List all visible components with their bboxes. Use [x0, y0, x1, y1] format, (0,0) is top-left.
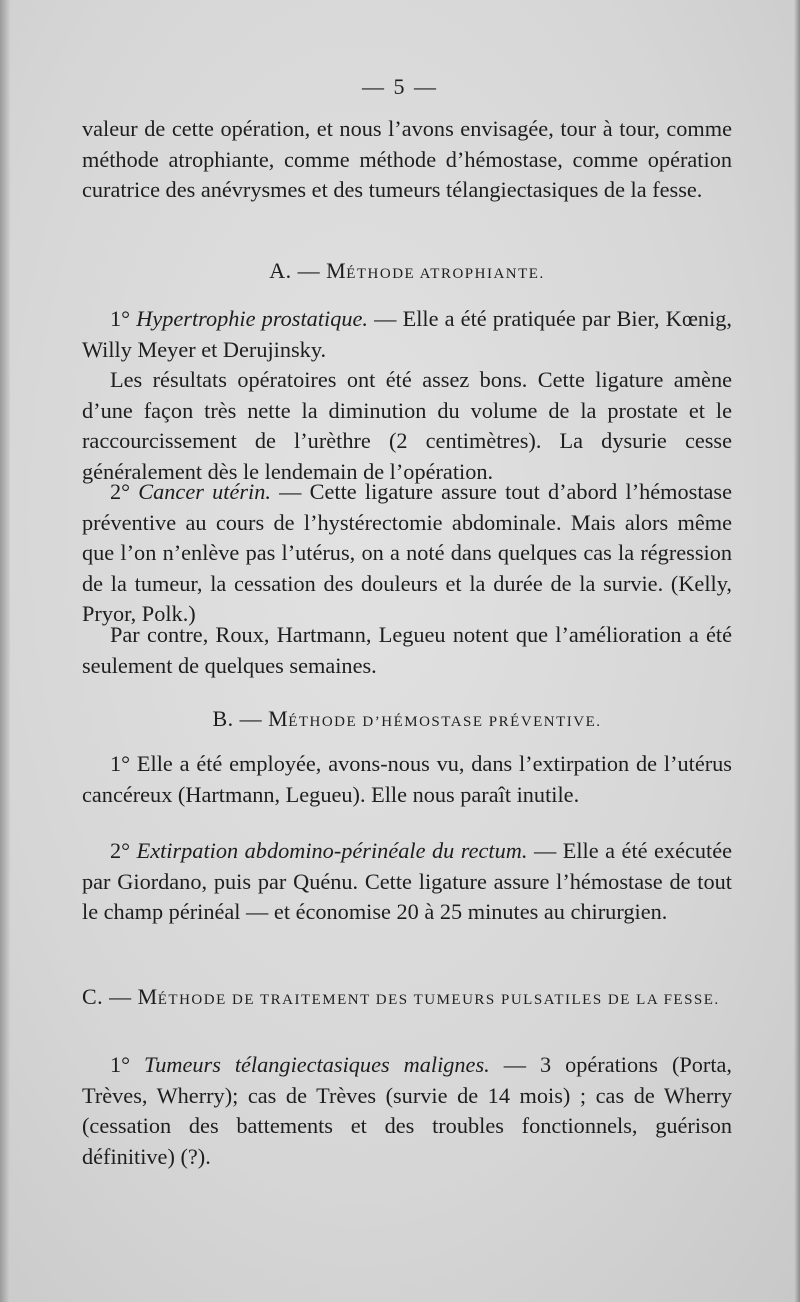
a2-text: — Cette ligature assure tout d’abord l’hémostase préventive au cours de l’hystérectomie abdominale. Mais alors même que l’on n’enlève pas l’utérus, on a noté dans quelques cas la régression de la tumeur, la cessation des douleurs et la durée de la survie. (Kelly, Pryor, Polk.): [82, 479, 732, 627]
section-heading-c: [82, 982, 732, 1015]
b2-number: 2°: [110, 838, 137, 863]
c1-italic-title: Tumeurs télangiectasiques malignes.: [144, 1052, 490, 1077]
page-shadow-right: [794, 0, 800, 1302]
a2-number: 2°: [110, 479, 139, 504]
paragraph-a1-results: Les résultats opératoires ont été assez bons. Cette ligature amène d’une façon très nette la diminution du volume de la prostate et le raccourcissement de l’urèthre (2 centimètres). La dysurie cesse généralement dès le lendemain de l’opération.: [82, 367, 732, 484]
paragraph-b1: 1° Elle a été employée, avons-nous vu, dans l’extirpation de l’utérus cancéreux (Hartmann, Legueu). Elle nous paraît inutile.: [82, 751, 732, 807]
a2-italic-title: Cancer utérin.: [138, 479, 271, 504]
c1-text: — 3 opérations (Porta, Trèves, Wherry); cas de Trèves (survie de 14 mois) ; cas de Wherry (cessation des battements et des troubles fonctionnels, guérison définitive) (?).: [82, 1052, 733, 1169]
section-heading-a: [82, 258, 732, 284]
paragraph-c1: [82, 1050, 732, 1172]
page-number: — 5 —: [362, 74, 438, 99]
section-b-title: ÉTHODE D’HÉMOSTASE PRÉVENTIVE.: [288, 714, 602, 730]
b2-text: — Elle a été exécutée par Giordano, puis par Quénu. Cette ligature assure l’hémostase de tout le champ périnéal — et économise 20 à 25 minutes au chirurgien.: [82, 838, 733, 925]
paragraph-b2: [82, 836, 732, 928]
b2-italic-title: Extirpation abdomino-périnéale du rectum.: [136, 838, 528, 863]
a1-number: 1°: [110, 306, 137, 331]
c1-number: 1°: [110, 1052, 145, 1077]
paragraph-a2-contra: Par contre, Roux, Hartmann, Legueu notent que l’amélioration a été seulement de quelques semaines.: [82, 622, 732, 678]
section-heading-b: [82, 706, 732, 732]
section-c-letter: C. — M: [82, 984, 158, 1009]
a1-italic-title: Hypertrophie prostatique.: [136, 306, 368, 331]
section-a-letter: A. — M: [269, 258, 347, 283]
paragraph-intro: valeur de cette opération, et nous l’avons envisagée, tour à tour, comme méthode atrophiante, comme méthode d’hémostase, comme opération curatrice des anévrysmes et des tumeurs télangiectasiques de la fesse.: [82, 116, 732, 203]
section-a-title: ÉTHODE ATROPHIANTE.: [346, 266, 545, 282]
paragraph-a1: [82, 304, 732, 365]
section-b-letter: B. — M: [212, 706, 289, 731]
paragraph-a2: [82, 477, 732, 630]
a1-text: — Elle a été pratiquée par Bier, Kœnig, Willy Meyer et Derujinsky.: [82, 306, 733, 362]
section-c-title: ÉTHODE DE TRAITEMENT DES TUMEURS PULSATILES DE LA FESSE.: [157, 992, 720, 1008]
page-shadow-left: [0, 0, 10, 1302]
